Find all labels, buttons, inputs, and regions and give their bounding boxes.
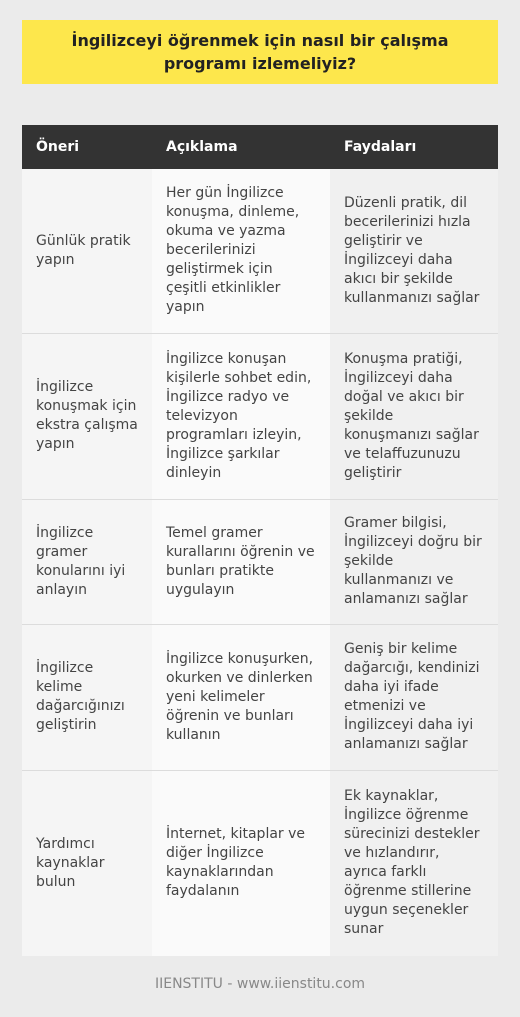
- cell-oneri: İngilizce gramer konularını iyi anlayın: [22, 499, 152, 624]
- header-oneri: Öneri: [22, 125, 152, 169]
- table-row: [22, 499, 498, 624]
- recommendations-table: [22, 125, 498, 956]
- table-row: [22, 169, 498, 333]
- cell-oneri: Günlük pratik yapın: [22, 169, 152, 333]
- cell-faydalar: Ek kaynaklar, İngilizce öğrenme sürecinizi destekler ve hızlandırır, ayrıca farklı öğrenme stillerine uygun seçenekler sunar: [330, 770, 498, 956]
- cell-aciklama: İngilizce konuşan kişilerle sohbet edin, İngilizce radyo ve televizyon programları izleyin, İngilizce şarkılar dinleyin: [152, 333, 330, 499]
- cell-oneri: İngilizce konuşmak için ekstra çalışma yapın: [22, 333, 152, 499]
- cell-faydalar: Konuşma pratiği, İngilizceyi daha doğal ve akıcı bir şekilde konuşmanızı sağlar ve telaffuzunuzu geliştirir: [330, 333, 498, 499]
- cell-aciklama: İnternet, kitaplar ve diğer İngilizce kaynaklarından faydalanın: [152, 770, 330, 956]
- footer-credit: IIENSTITU - www.iienstitu.com: [154, 976, 366, 992]
- header-faydalari: Faydaları: [330, 125, 498, 169]
- header-aciklama: Açıklama: [152, 125, 330, 169]
- table-row: [22, 770, 498, 956]
- page-title: İngilizceyi öğrenmek için nasıl bir çalışma programı izlemeliyiz?: [71, 31, 449, 73]
- title-banner: [22, 20, 498, 84]
- cell-aciklama: Temel gramer kurallarını öğrenin ve bunları pratikte uygulayın: [152, 499, 330, 624]
- table-row: [22, 624, 498, 770]
- cell-faydalar: Düzenli pratik, dil becerilerinizi hızla geliştirir ve İngilizceyi daha akıcı bir şekilde kullanmanızı sağlar: [330, 169, 498, 333]
- cell-faydalar: Gramer bilgisi, İngilizceyi doğru bir şekilde kullanmanızı ve anlamanızı sağlar: [330, 499, 498, 624]
- cell-oneri: İngilizce kelime dağarcığınızı geliştirin: [22, 624, 152, 770]
- cell-aciklama: Her gün İngilizce konuşma, dinleme, okuma ve yazma becerilerinizi geliştirmek için çeşitli etkinlikler yapın: [152, 169, 330, 333]
- cell-faydalar: Geniş bir kelime dağarcığı, kendinizi daha iyi ifade etmenizi ve İngilizceyi daha iyi anlamanızı sağlar: [330, 624, 498, 770]
- table-row: [22, 333, 498, 499]
- cell-aciklama: İngilizce konuşurken, okurken ve dinlerken yeni kelimeler öğrenin ve bunları kullanın: [152, 624, 330, 770]
- table-header-row: [22, 125, 498, 169]
- cell-oneri: Yardımcı kaynaklar bulun: [22, 770, 152, 956]
